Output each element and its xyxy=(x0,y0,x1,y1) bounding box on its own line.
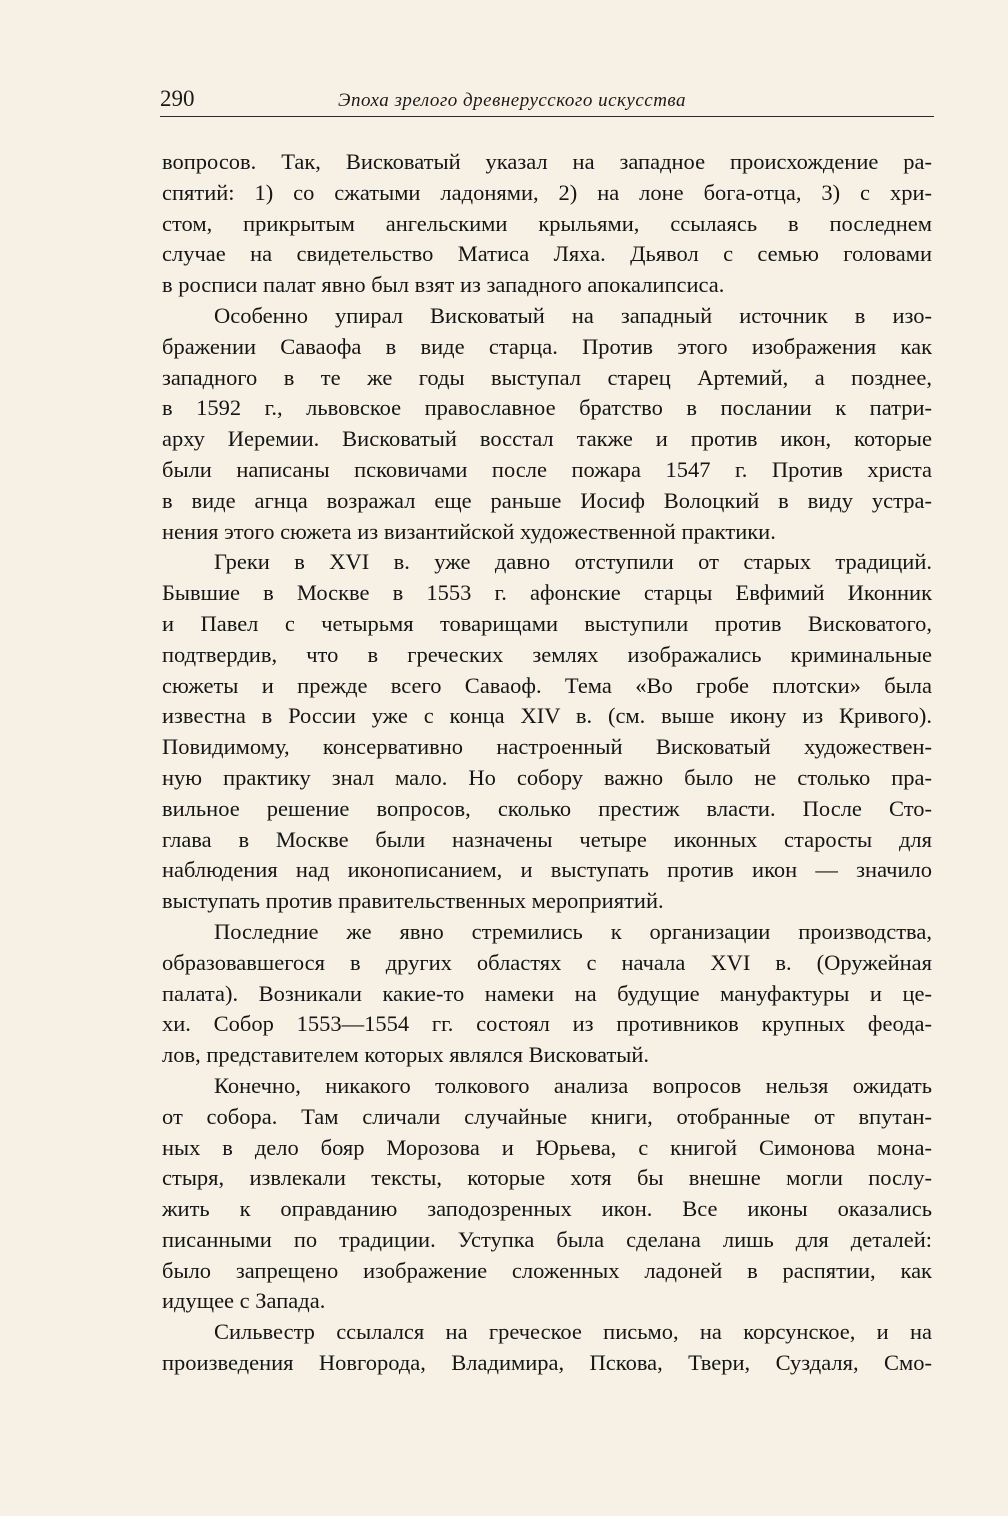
text-line: бражении Саваофа в виде старца. Против этого изображения как xyxy=(162,333,932,359)
text-line: палата). Возникали какие-то намеки на будущие мануфактуры и це- xyxy=(162,980,932,1006)
text-line: нения этого сюжета из византийской художественной практики. xyxy=(162,518,776,544)
text-line: сюжеты и прежде всего Саваоф. Тема «Во гробе плотски» была xyxy=(162,672,932,698)
text-line: стыря, извлекали тексты, которые хотя бы внешне могли послу- xyxy=(162,1165,932,1191)
text-line: ных в дело бояр Морозова и Юрьева, с книгой Симонова мона- xyxy=(162,1134,932,1160)
text-line: Бывшие в Москве в 1553 г. афонские старцы Евфимий Иконник xyxy=(162,580,932,606)
text-line: Особенно упирал Висковатый на западный источник в изо- xyxy=(214,302,932,328)
text-line: наблюдения над иконописанием, и выступать против икон — значило xyxy=(162,857,932,883)
text-line: лов, представителем которых являлся Висковатый. xyxy=(162,1042,650,1068)
text-line: и Павел с четырьмя товарищами выступили против Висковатого, xyxy=(162,610,932,636)
paragraph xyxy=(162,1317,932,1379)
text-line: образовавшегося в других областях с начала XVI в. (Оружейная xyxy=(162,949,932,975)
page-number: 290 xyxy=(160,86,195,111)
text-line: вильное решение вопросов, сколько престиж власти. После Сто- xyxy=(162,795,932,821)
text-line: в росписи палат явно был взят из западного апокалипсиса. xyxy=(162,272,725,298)
text-line: арху Иеремии. Висковатый восстал также и против икон, которые xyxy=(162,426,932,452)
text-line: известна в России уже с конца XIV в. (см. выше икону из Кривого). xyxy=(162,703,932,729)
text-line: произведения Новгорода, Владимира, Пскова, Твери, Суздаля, Смо- xyxy=(162,1350,932,1376)
text-line: хи. Собор 1553—1554 гг. состоял из противников крупных феода- xyxy=(162,1011,932,1037)
paragraph xyxy=(162,147,932,301)
running-title: Эпоха зрелого древнерусского искусства xyxy=(338,90,687,111)
text-line: стом, прикрытым ангельскими крыльями, ссылаясь в последнем xyxy=(162,210,932,236)
text-line: идущее с Запада. xyxy=(162,1288,326,1314)
text-line: от собора. Там сличали случайные книги, отобранные от впутан- xyxy=(162,1103,932,1129)
text-line: Греки в XVI в. уже давно отступили от старых традиций. xyxy=(214,549,932,575)
text-line: в виде агнца возражал еще раньше Иосиф Волоцкий в виду устра- xyxy=(162,487,932,513)
text-line: вопросов. Так, Висковатый указал на западное происхождение ра- xyxy=(162,149,932,174)
text-line: случае на свидетельство Матиса Ляха. Дьявол с семью головами xyxy=(162,241,932,267)
paragraph xyxy=(162,301,932,547)
text-line: Сильвестр ссылался на греческое письмо, на корсунское, и на xyxy=(214,1319,932,1345)
paragraph xyxy=(162,1071,932,1317)
text-line: Последние же явно стремились к организации производства, xyxy=(214,918,932,944)
text-line: выступать против правительственных мероприятий. xyxy=(162,888,664,914)
text-line: жить к оправданию заподозренных икон. Все иконы оказались xyxy=(162,1196,932,1222)
text-line: писанными по традиции. Уступка была сделана лишь для деталей: xyxy=(162,1226,932,1252)
text-line: были написаны псковичами после пожара 1547 г. Против христа xyxy=(162,456,932,482)
text-line: глава в Москве были назначены четыре иконных старосты для xyxy=(162,826,932,852)
text-line: спятий: 1) со сжатыми ладонями, 2) на лоне бога-отца, 3) с хри- xyxy=(162,179,932,205)
text-line: западного в те же годы выступал старец Артемий, а позднее, xyxy=(162,364,932,390)
text-line: Повидимому, консервативно настроенный Висковатый художествен- xyxy=(162,734,932,760)
body-text xyxy=(162,147,932,1379)
text-line: ную практику знал мало. Но собору важно было не столько пра- xyxy=(162,764,932,790)
paragraph xyxy=(162,547,932,917)
text-line: в 1592 г., львовское православное братство в послании к патри- xyxy=(162,395,932,421)
text-line: подтвердив, что в греческих землях изображались криминальные xyxy=(162,641,932,667)
paragraph xyxy=(162,917,932,1071)
text-line: Конечно, никакого толкового анализа вопросов нельзя ожидать xyxy=(214,1072,932,1098)
text-line: было запрещено изображение сложенных ладоней в распятии, как xyxy=(162,1257,932,1283)
page-header xyxy=(160,82,934,117)
